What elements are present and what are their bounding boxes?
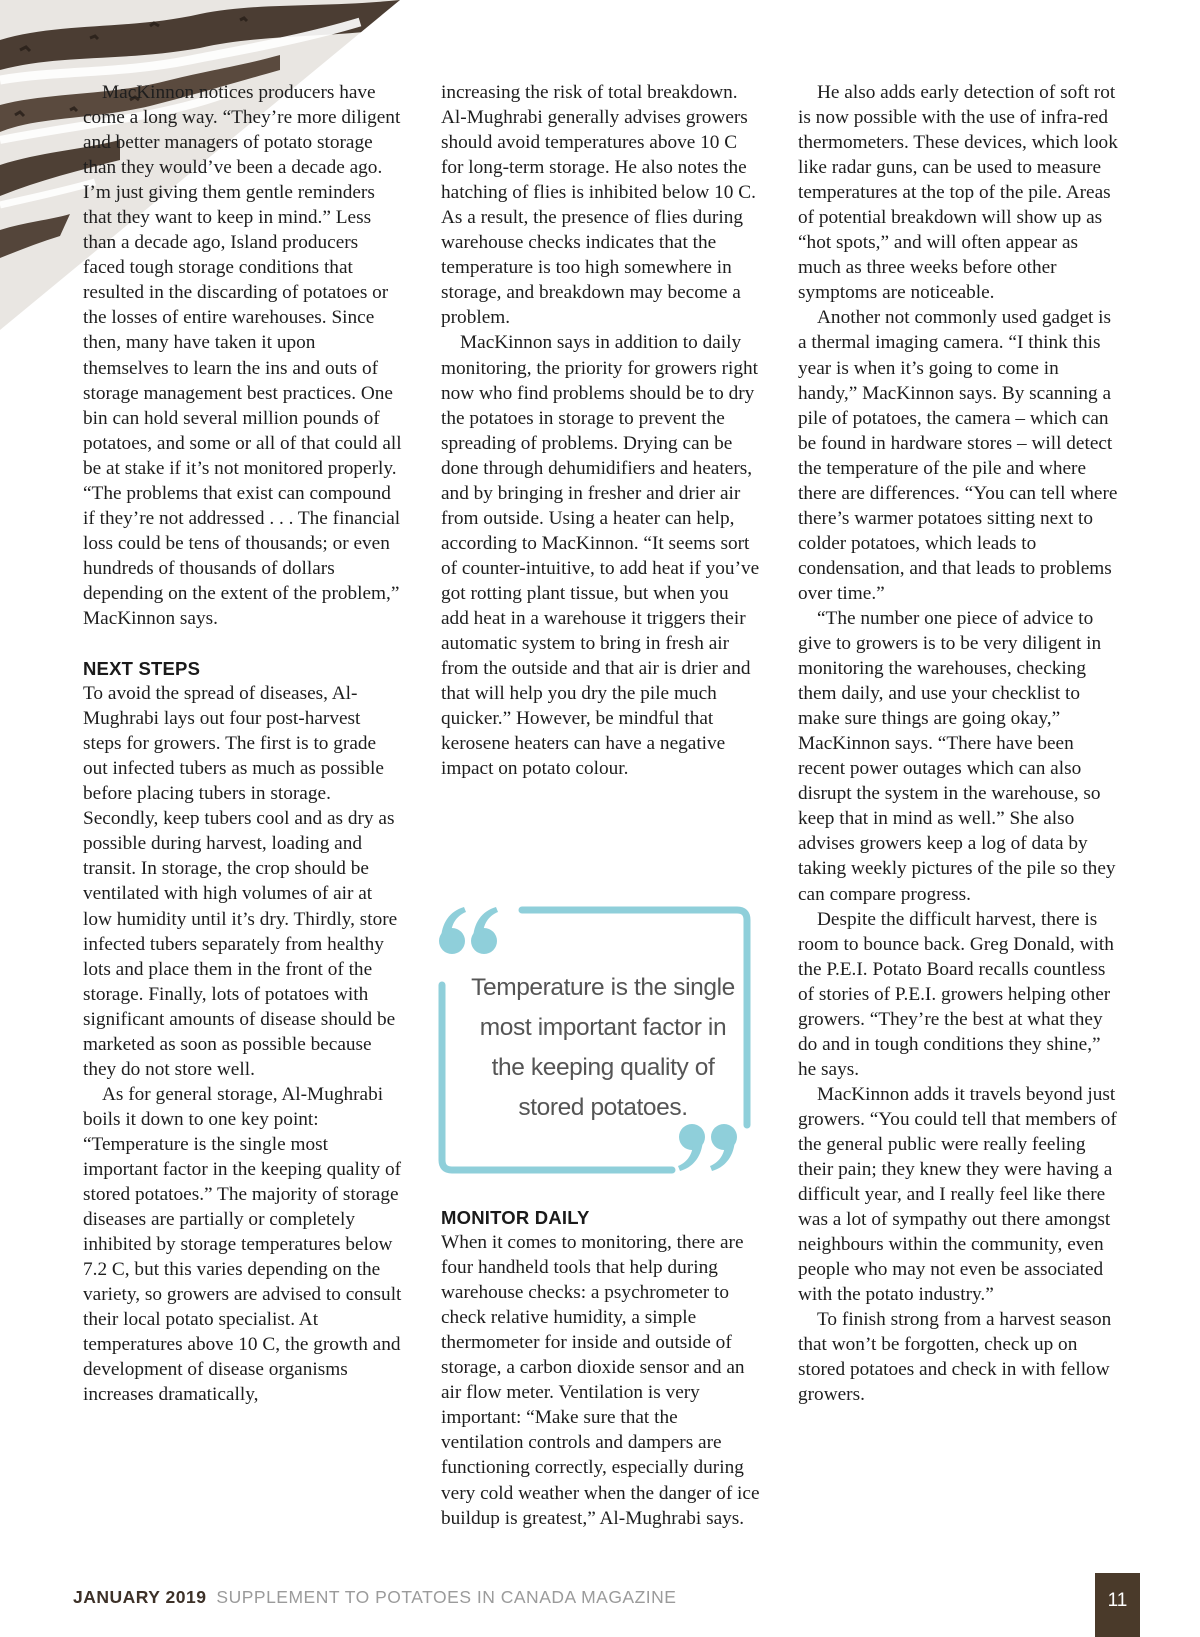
paragraph: As for general storage, Al-Mughrabi boils it down to one key point: “Temperature is the single most important factor in the keeping quality of stored potatoes.” The majority of storage diseases are partially or completely inhibited by storage temperatures below 7.2 C, but this varies depending on the variety, so growers are advised to consult their local potato specialist. At temperatures above 10 C, the growth and development of disease organisms increases dramatically,: [83, 1083, 402, 1406]
page-footer: [73, 1587, 676, 1608]
article-column-3: [798, 80, 1118, 1407]
pull-quote-text: Temperature is the single most important factor in the keeping quality of stored potatoes.: [471, 974, 735, 1121]
paragraph: Despite the difficult harvest, there is room to bounce back. Greg Donald, with the P.E.I. Potato Board recalls countless of stories of P.E.I. growers helping other growers. “They’re the best at what they do and in tough conditions they shine,” he says.: [798, 908, 1114, 1080]
article-column-2-lower: [441, 1205, 761, 1531]
section-heading-next-steps: NEXT STEPS: [83, 658, 201, 680]
pull-quote: [432, 905, 772, 1190]
paragraph: Another not commonly used gadget is a thermal imaging camera. “I think this year is when it’s going to come in handy,” MacKinnon says. By scanning a pile of potatoes, the camera – which can be found in hardware stores – will detect the temperature of the pile and where there are differences. “You can tell where there’s warmer potatoes sitting next to colder potatoes, which leads to condensation, and that leads to problems over time.”: [798, 307, 1118, 604]
page-number: 11: [1095, 1573, 1140, 1637]
open-quote-icon: [439, 907, 498, 954]
paragraph: To finish strong from a harvest season that won’t be forgotten, check up on stored potatoes and check in with fellow growers.: [798, 1309, 1112, 1406]
paragraph: increasing the risk of total breakdown. Al-Mughrabi generally advises growers should avoid temperatures above 10 C for long-term storage. He also notes the hatching of flies is inhibited below 10 C. As a result, the presence of flies during warehouse checks indicates that the temperature is too high somewhere in storage, and breakdown may become a problem.: [441, 82, 756, 329]
article-column-2: [441, 80, 761, 781]
paragraph: MacKinnon says in addition to daily monitoring, the priority for growers right now who find problems should be to dry the potatoes in storage to prevent the spreading of problems. Drying can be done through dehumidifiers and heaters, and by bringing in fresher and drier air from outside. Using a heater can help, according to MacKinnon. “It seems sort of counter-intuitive, to add heat if you’ve got rotting plant tissue, but when you add heat in a warehouse it triggers their automatic system to bring in fresh air from the outside and that air is drier and that will help you dry the pile much quicker.” However, be mindful that kerosene heaters can have a negative impact on potato colour.: [441, 332, 760, 780]
paragraph: He also adds early detection of soft rot is now possible with the use of infra-red thermometers. These devices, which look like radar guns, can be used to measure temperatures at the top of the pile. Areas of potential breakdown will show up as “hot spots,” and will often appear as much as three weeks before other symptoms are noticeable.: [798, 82, 1118, 304]
paragraph: When it comes to monitoring, there are four handheld tools that help during warehouse checks: a psychrometer to check relative humidity, a simple thermometer for inside and outside of storage, a carbon dioxide sensor and an air flow meter. Ventilation is very important: “Make sure that the ventilation controls and dampers are functioning correctly, especially during very cold weather when the danger of ice buildup is greatest,” Al-Mughrabi says.: [441, 1232, 760, 1529]
issue-date: JANUARY 2019: [73, 1587, 207, 1607]
publication-name: SUPPLEMENT TO POTATOES IN CANADA MAGAZINE: [216, 1587, 677, 1607]
close-quote-icon: [678, 1124, 737, 1171]
paragraph: MacKinnon notices producers have come a long way. “They’re more diligent and better managers of potato storage than they would’ve been a decade ago. I’m just giving them gentle reminders that they want to keep in mind.” Less than a decade ago, Island producers faced tough storage conditions that resulted in the discarding of potatoes or the losses of entire warehouses. Since then, many have taken it upon themselves to learn the ins and outs of storage management best practices. One bin can hold several million pounds of potatoes, and some or all of that could all be at stake if it’s not monitored properly. “The problems that exist can compound if they’re not addressed . . . The financial loss could be tens of thousands; or even hundreds of thousands of dollars depending on the extent of the problem,” MacKinnon says.: [83, 82, 402, 629]
paragraph: “The number one piece of advice to give to growers is to be very diligent in monitoring the warehouses, checking them daily, and use your checklist to make sure things are going okay,” MacKinnon says. “There have been recent power outages which can also disrupt the system in the warehouse, so keep that in mind as well.” She also advises growers keep a log of data by taking weekly pictures of the pile so they can compare progress.: [798, 607, 1116, 905]
article-column-1: [83, 80, 403, 1407]
paragraph: To avoid the spread of diseases, Al-Mughrabi lays out four post-harvest steps for growers. The first is to grade out infected tubers as much as possible before placing tubers in storage. Secondly, keep tubers cool and as dry as possible during harvest, loading and transit. In storage, the crop should be ventilated with high volumes of air at low humidity until it’s dry. Thirdly, store infected tubers separately from healthy lots and place them in the front of the storage. Finally, lots of potatoes with significant amounts of disease should be marketed as soon as possible because they do not store well.: [83, 683, 398, 1080]
paragraph: MacKinnon adds it travels beyond just growers. “You could tell that members of the general public were really feeling their pain; they knew they were having a difficult year, and I really feel like there was a lot of sympathy out there amongst neighbours within the community, even people who may not even be associated with the potato industry.”: [798, 1083, 1117, 1306]
section-heading-monitor-daily: MONITOR DAILY: [441, 1207, 590, 1228]
